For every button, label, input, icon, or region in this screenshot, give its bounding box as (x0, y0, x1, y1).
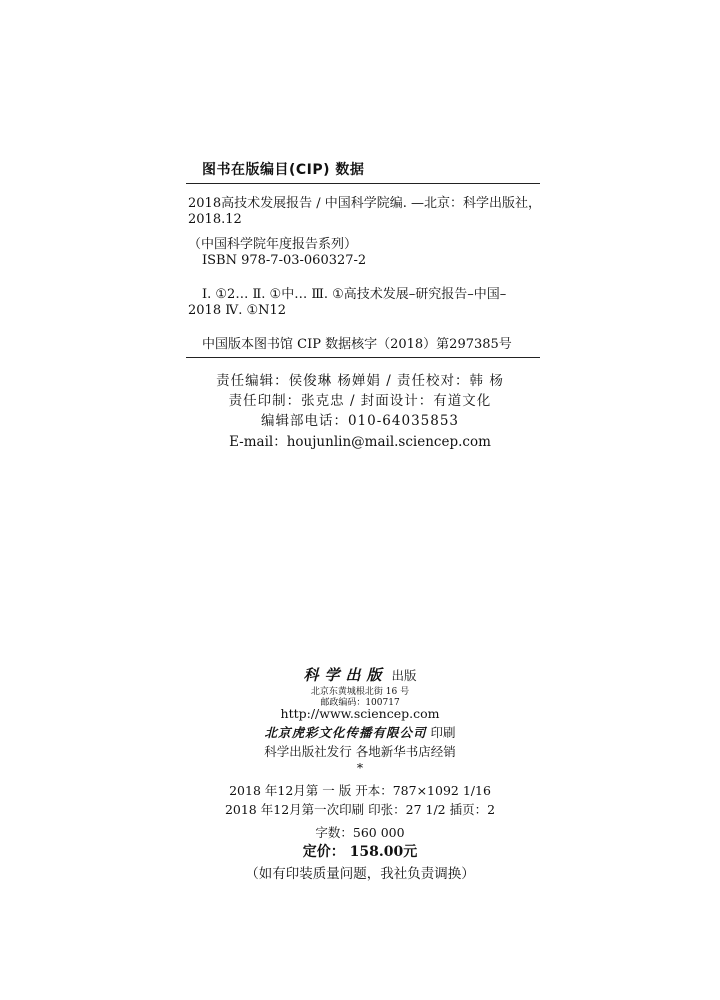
printer-name: 北京虎彩文化传播有限公司 (264, 725, 427, 740)
cip-top-rule (186, 183, 540, 184)
publisher-address: 北京东黄城根北街 16 号 (310, 687, 410, 697)
cip-date-line: 2018.12 (188, 212, 242, 227)
printer-line (0, 723, 720, 741)
cip-record-number: 中国版本图书馆 CIP 数据核字（2018）第297385号 (202, 337, 512, 352)
staff-editors: 责任编辑：侯俊琳 杨婵娟 / 责任校对：韩 杨 (216, 373, 504, 389)
cip-title-line: 2018高技术发展报告 / 中国科学院编. —北京：科学出版社， (188, 196, 541, 211)
cip-classification-line: Ⅰ. ①2… Ⅱ. ①中… Ⅲ. ①高技术发展–研究报告–中国– (202, 287, 507, 302)
publisher-name: 科学出版 (303, 666, 388, 684)
printer-suffix: 印刷 (430, 725, 456, 740)
cip-bottom-rule (186, 357, 540, 358)
editorial-email: E-mail：houjunlin@mail.sciencep.com (229, 434, 491, 450)
cip-title: 图书在版编目(CIP) 数据 (202, 162, 365, 178)
quality-note: （如有印装质量问题，我社负责调换） (245, 866, 475, 882)
editorial-phone: 编辑部电话：010-64035853 (260, 413, 460, 429)
cip-classification-line-2: 2018 Ⅳ. ①N12 (188, 303, 287, 318)
publisher-line (0, 664, 720, 685)
word-count: 字数：560 000 (315, 825, 405, 840)
edition-line: 2018 年12月第 一 版 开本：787×1092 1/16 (229, 783, 491, 798)
distribution-line: 科学出版社发行 各地新华书店经销 (264, 744, 456, 759)
publisher-website: http://www.sciencep.com (280, 706, 440, 721)
cip-isbn-line: ISBN 978-7-03-060327-2 (202, 253, 367, 268)
publisher-postcode: 邮政编码：100717 (320, 698, 400, 708)
staff-printing-design: 责任印制：张克忠 / 封面设计：有道文化 (228, 393, 492, 409)
publisher-suffix: 出版 (391, 668, 417, 683)
cip-series-line: （中国科学院年度报告系列） (188, 237, 358, 252)
printing-line: 2018 年12月第一次印刷 印张：27 1/2 插页：2 (224, 802, 496, 817)
separator-star: * (356, 760, 364, 775)
price: 定价： 158.00元 (302, 844, 418, 860)
